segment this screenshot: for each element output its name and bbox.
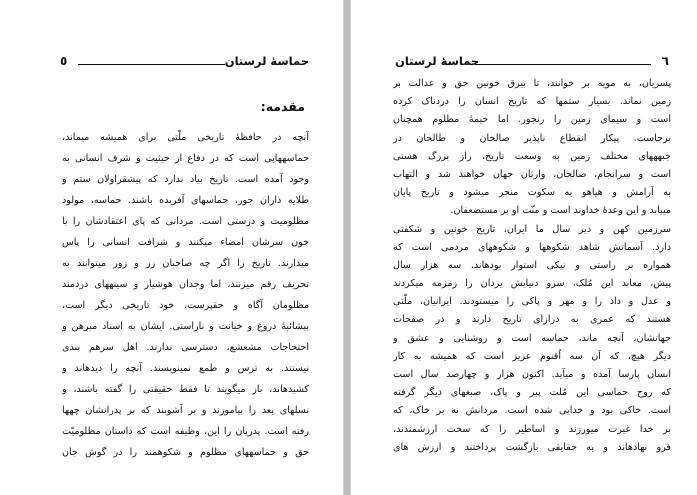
text-line: به آرامش و هیاهو به سکوت منجر میشود و تاریخ پایان [393, 187, 671, 199]
text-line: بیشائبهٔ دروغ و خیانت و ناراستی. ایشان به اسناد مبرهن و [62, 321, 309, 332]
text-line: پسریان، به مویه بر خوانند، تا بیرق خونین حق و عدالت بر [393, 78, 671, 89]
running-title: حماسهٔ لرستان [395, 54, 480, 68]
text-line: آنچه در حافظهٔ تاریخی ملّتی برای همیشه میماند، [62, 132, 309, 143]
text-line: دارد. آسمانش شاهد شکوهها و شکوههای مردمی است که [393, 241, 671, 253]
header-rule [78, 64, 225, 65]
text-line: حق و حماسههای مظلوم و شکوهمند را در گوش جان [62, 447, 309, 458]
text-line: بر خدا غیرت میورزند و اساطیر را که سخت ارزشمندند، [393, 423, 671, 435]
header-rule [475, 64, 651, 65]
text-line: تحریف رقم میزنند، اما وجدان هوشیار و سینههای دردمند [62, 279, 309, 290]
text-line: طلایه داران جور، حماسهای آفریده باشند. حماسه، مولود [62, 195, 309, 206]
text-line: جهانشان، آنچه ماند، حماسه است و روشنایی و عشق و [393, 332, 671, 344]
right-page-body [393, 75, 671, 457]
text-line: انسان پارسا آمده و میآید. اکنون هزار و چهارصد سال است [393, 369, 671, 380]
left-page-body [62, 97, 309, 463]
text-line: نسلهای بعد را بیاموزند و بر آشوبند که بر پدرانشان چهها [62, 405, 309, 416]
text-line: که روح حماسی این مُلت پیر و پاک، صبغهای دیگر گرفته [393, 387, 671, 399]
text-line: پیش، معابد این مُلک، سرو دنیایش یزدان را زمزمه میکردند [393, 278, 671, 290]
text-line: فرو نهادهاند و به حقایقی بازگشت پرداختند و ارزش های [393, 441, 671, 453]
text-line: برجاست. پیکار انقطاع ناپذیر صالحان و طالحان در [393, 132, 671, 144]
text-line: دیگر هیچ، که آن سه اُقنوم عزیز است که همیشه به کار [393, 350, 671, 362]
text-line: نیستند. به ترس و طمع نمینویسند. آنچه را دیدهاند و [62, 363, 309, 374]
text-line: حماسههایی است که در دفاع از حیثیت و شرف انسانی به [62, 153, 309, 164]
right-page-header [395, 50, 669, 72]
text-line: و عدل و داد را و مهر و پاکی را میستودند. ایرانیان، ملّتی [393, 296, 671, 308]
text-line: است و سیمای زمین را رنجور. اما خیمهٔ مظلوم همچنان [393, 114, 671, 126]
section-title: مقدمه: [260, 99, 305, 114]
left-page-header [60, 50, 309, 72]
text-line: وجود آمده است. تاریخ بیاد ندارد که پیشقراولان ستم و [62, 174, 309, 185]
left-page [0, 0, 344, 495]
text-line: همواره بر راستی و نیکی استوار بودهاند. سه هزار سال [393, 259, 671, 271]
text-line: کشیدهاند، باز میگویند تا فقط حقیقتی را گفته باشند، و [62, 384, 309, 395]
text-line: مییابد و این وعدهٔ خداوند است و منّت او بر مستضعفان. [450, 205, 671, 217]
page-number: ٦ [661, 54, 669, 68]
text-line: زمین نماند. بسیار ستمها که تاریخ انسان را دردناک کرده [393, 96, 671, 108]
text-line: رفته است. پدریان را این، وظیفه است که داستان مظلومیّت [62, 426, 309, 437]
text-line: خون سرشان امضاء میکنند و شرافت انسانی را پاس [62, 237, 309, 248]
page-number: ٥ [60, 54, 68, 68]
text-line: است و سرانجام، صالحان، وارثان جهان خواهند شد و التهاب [393, 168, 671, 180]
right-page [350, 0, 697, 495]
text-line: است. خاکی بود و خدایی شده است. مردانش نه بر خاک، که [393, 405, 671, 417]
text-line: میدارند. تاریخ را اگر چه صاحبان زر و زور میتوانند به [62, 258, 309, 269]
text-line: جبهههای مختلف زمین به وسعت تاریخ، راز بزرگ هستی [393, 150, 671, 162]
text-line: احتجاجات مشعشع، دسترسی ندارند. اهل سرهم بندی [62, 342, 309, 353]
text-line: هستند که عمری به درازای تاریخ دارند و در صفحات [393, 314, 671, 326]
text-line: مظلومیت و درستی است. مردانی که پای اعتقادشان را با [62, 216, 309, 227]
running-title: حماسهٔ لرستان [224, 54, 309, 68]
text-line: سرزمین کهن و دیر سال ما ایران، تاریخ خونین و شکفتی [393, 223, 671, 235]
text-line: مظلومان آگاه و حقپرست، خود تاریخی دیگر است، [62, 300, 309, 311]
